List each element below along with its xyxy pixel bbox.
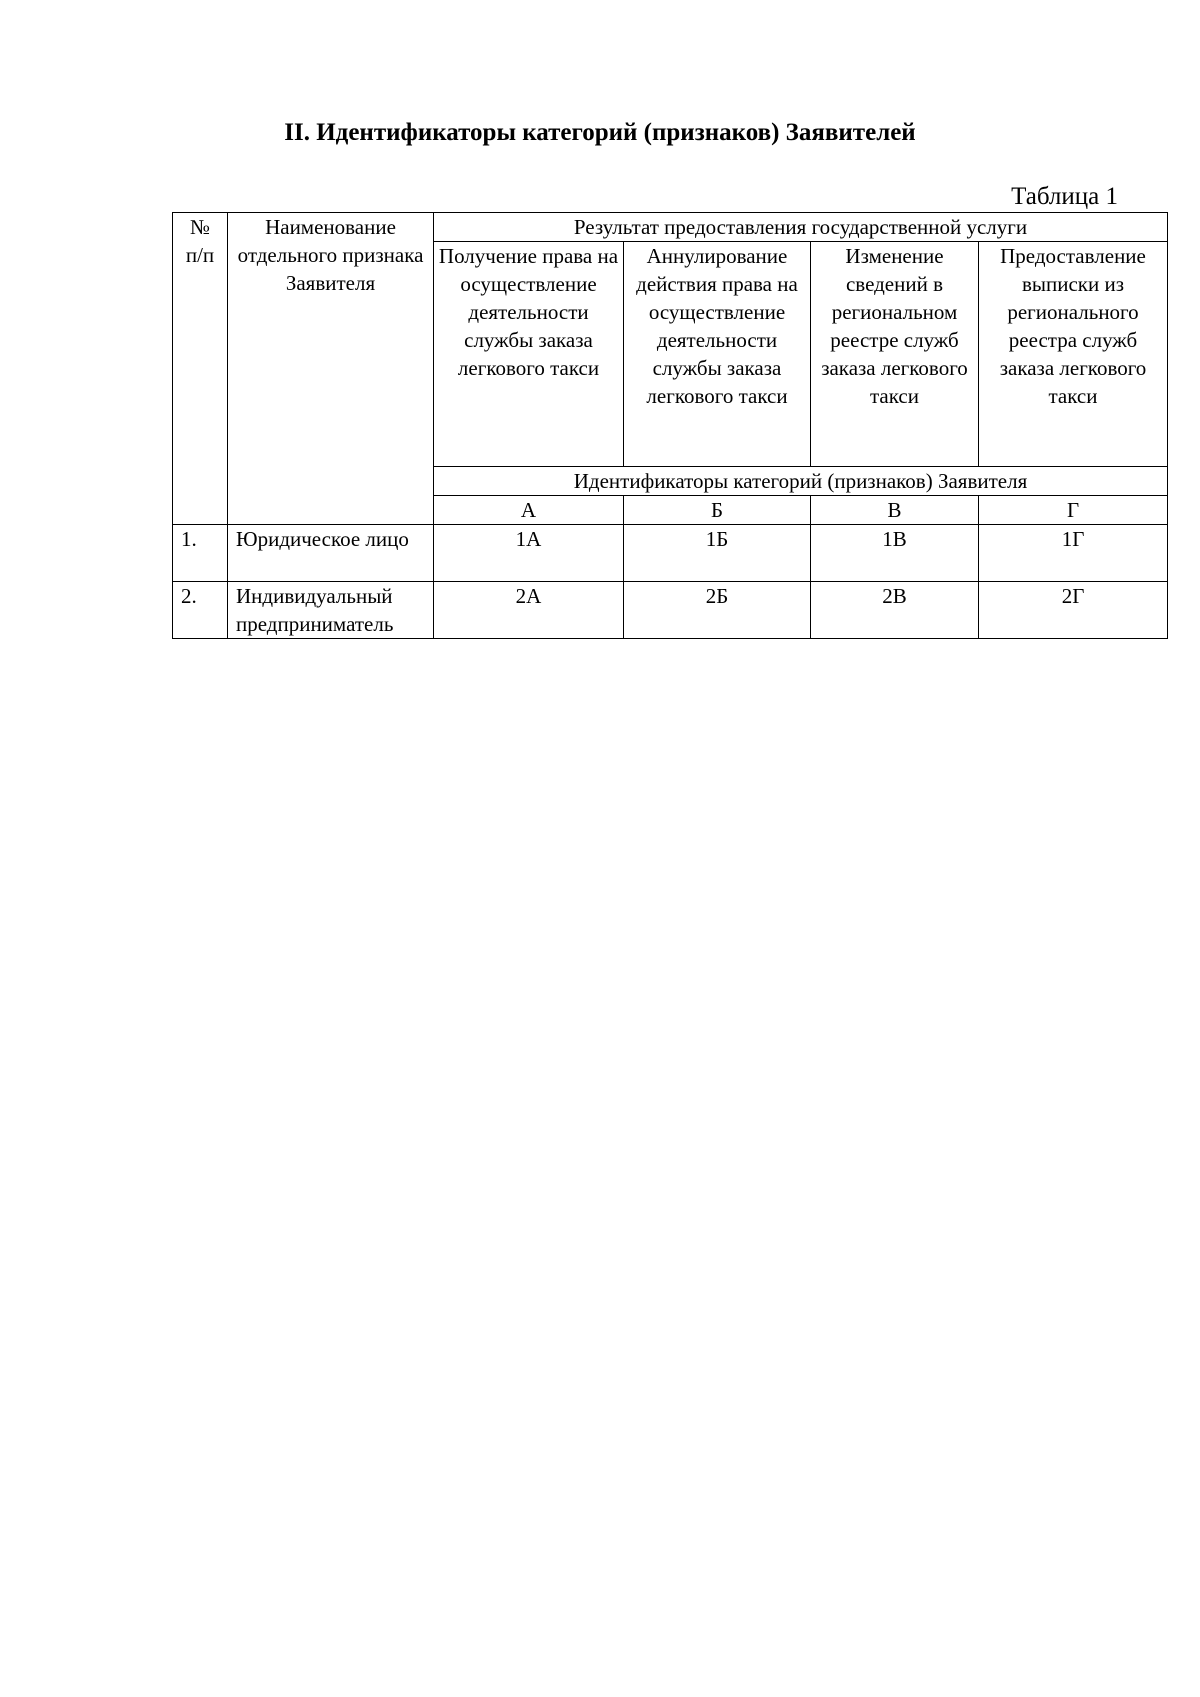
result-col-v bbox=[811, 242, 979, 467]
header-result bbox=[434, 213, 1168, 242]
row-code: 1В bbox=[811, 525, 979, 582]
letter-a: А bbox=[434, 496, 624, 525]
letter-g: Г bbox=[979, 496, 1168, 525]
row-code: 2А bbox=[434, 582, 624, 639]
row-code: 2В bbox=[811, 582, 979, 639]
header-row-1 bbox=[173, 213, 1168, 242]
header-number-label: № п/п bbox=[185, 215, 215, 267]
letter-v: В bbox=[811, 496, 979, 525]
letter-b: Б bbox=[624, 496, 811, 525]
table-caption: Таблица 1 bbox=[1011, 183, 1118, 210]
table-row bbox=[173, 582, 1168, 639]
row-number: 1. bbox=[173, 525, 228, 582]
row-code: 2Г bbox=[979, 582, 1168, 639]
row-code: 2Б bbox=[624, 582, 811, 639]
header-name-label: Наименование отдельного признака Заявителя bbox=[237, 215, 424, 295]
header-result-label: Результат предоставления государственной услуги bbox=[573, 215, 1028, 239]
result-col-b-label: Аннулирование действия права на осуществление деятельности службы заказа легкового такси bbox=[636, 244, 798, 408]
header-number bbox=[173, 213, 228, 525]
result-col-b bbox=[624, 242, 811, 467]
row-code: 1Г bbox=[979, 525, 1168, 582]
result-col-v-label: Изменение сведений в региональном реестре служб заказа легкового такси bbox=[821, 244, 968, 408]
result-col-a-label: Получение права на осуществление деятельности службы заказа легкового такси bbox=[438, 244, 619, 380]
header-identifiers bbox=[434, 467, 1168, 496]
result-col-g bbox=[979, 242, 1168, 467]
row-name: Юридическое лицо bbox=[228, 525, 434, 582]
row-number: 2. bbox=[173, 582, 228, 639]
result-col-g-label: Предоставление выписки из регионального реестра служб заказа легкового такси bbox=[999, 244, 1147, 408]
header-name bbox=[228, 213, 434, 525]
row-code: 1А bbox=[434, 525, 624, 582]
row-name: Индивидуальный предприниматель bbox=[228, 582, 434, 639]
table-row bbox=[173, 525, 1168, 582]
result-col-a bbox=[434, 242, 624, 467]
row-code: 1Б bbox=[624, 525, 811, 582]
header-identifiers-label: Идентификаторы категорий (признаков) Заявителя bbox=[573, 469, 1028, 493]
categories-table bbox=[172, 212, 1168, 639]
page-title: II. Идентификаторы категорий (признаков) Заявителей bbox=[284, 119, 916, 146]
